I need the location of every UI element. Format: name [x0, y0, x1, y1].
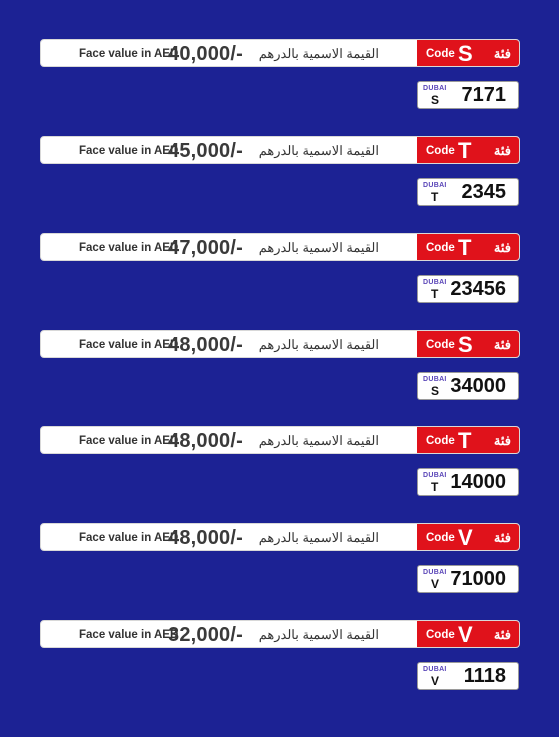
code-letter: T — [458, 428, 472, 453]
plate-listing-1 — [0, 39, 559, 119]
plate-emirate-logo: DUBAI — [423, 569, 447, 576]
plate-letter: T — [431, 480, 439, 494]
number-plate — [417, 81, 519, 109]
code-arabic-label: فئة — [493, 433, 511, 448]
price-bar — [40, 330, 520, 358]
plate-number: 71000 — [450, 568, 506, 590]
plate-letter: S — [431, 384, 440, 398]
face-value-label: Face value in AED — [79, 339, 179, 351]
code-box — [417, 427, 519, 454]
price-bar — [40, 426, 520, 454]
arabic-face-value-label: القيمة الاسمية بالدرهم — [258, 627, 379, 642]
code-label: Code — [426, 435, 455, 447]
code-box — [417, 524, 519, 551]
number-plate — [417, 372, 519, 400]
arabic-face-value-label: القيمة الاسمية بالدرهم — [258, 143, 379, 158]
plate-letter: S — [431, 93, 440, 107]
code-label: Code — [426, 629, 455, 641]
code-letter: S — [458, 332, 473, 357]
code-arabic-label: فئة — [493, 530, 511, 545]
code-arabic-label: فئة — [493, 143, 511, 158]
face-value-label: Face value in AED — [79, 145, 179, 157]
plate-emirate-logo: DUBAI — [423, 279, 447, 286]
number-plate — [417, 662, 519, 690]
plate-emirate-logo: DUBAI — [423, 376, 447, 383]
plate-emirate-logo: DUBAI — [423, 182, 447, 189]
face-value-label: Face value in AED — [79, 242, 179, 254]
amount: 45,000/- — [168, 140, 243, 162]
plate-letter: V — [431, 577, 440, 591]
code-label: Code — [426, 48, 455, 60]
amount: 32,000/- — [168, 624, 243, 646]
arabic-face-value-label: القيمة الاسمية بالدرهم — [258, 240, 379, 255]
plate-letter: T — [431, 190, 439, 204]
price-bar — [40, 39, 520, 67]
plate-letter: T — [431, 287, 439, 301]
arabic-face-value-label: القيمة الاسمية بالدرهم — [258, 46, 379, 61]
code-letter: V — [458, 622, 473, 647]
plate-emirate-logo: DUBAI — [423, 472, 447, 479]
code-arabic-label: فئة — [493, 46, 511, 61]
price-bar — [40, 233, 520, 261]
plate-emirate-logo: DUBAI — [423, 85, 447, 92]
price-bar — [40, 620, 520, 648]
code-arabic-label: فئة — [493, 337, 511, 352]
price-bar — [40, 136, 520, 164]
arabic-face-value-label: القيمة الاسمية بالدرهم — [258, 337, 379, 352]
plate-listing-5 — [0, 426, 559, 506]
code-box — [417, 137, 519, 164]
number-plate — [417, 565, 519, 593]
plate-number: 23456 — [450, 278, 506, 300]
plate-number: 14000 — [450, 471, 506, 493]
plate-letter: V — [431, 674, 440, 688]
plate-listing-4 — [0, 330, 559, 410]
plate-listing-6 — [0, 523, 559, 603]
code-label: Code — [426, 242, 455, 254]
code-label: Code — [426, 532, 455, 544]
code-box — [417, 621, 519, 648]
code-label: Code — [426, 145, 455, 157]
code-arabic-label: فئة — [493, 627, 511, 642]
plate-number: 7171 — [461, 84, 506, 106]
plate-emirate-logo: DUBAI — [423, 666, 447, 673]
amount: 48,000/- — [168, 334, 243, 356]
number-plate — [417, 468, 519, 496]
amount: 48,000/- — [168, 430, 243, 452]
code-box — [417, 331, 519, 358]
code-label: Code — [426, 339, 455, 351]
plate-listing-3 — [0, 233, 559, 313]
price-bar — [40, 523, 520, 551]
face-value-label: Face value in AED — [79, 48, 179, 60]
plate-number: 2345 — [461, 181, 506, 203]
code-box — [417, 234, 519, 261]
number-plate — [417, 178, 519, 206]
code-letter: T — [458, 235, 472, 260]
amount: 47,000/- — [168, 237, 243, 259]
arabic-face-value-label: القيمة الاسمية بالدرهم — [258, 433, 379, 448]
arabic-face-value-label: القيمة الاسمية بالدرهم — [258, 530, 379, 545]
code-arabic-label: فئة — [493, 240, 511, 255]
code-letter: T — [458, 138, 472, 163]
face-value-label: Face value in AED — [79, 532, 179, 544]
number-plate — [417, 275, 519, 303]
face-value-label: Face value in AED — [79, 435, 179, 447]
code-letter: S — [458, 41, 473, 66]
plate-number: 1118 — [463, 665, 506, 687]
code-letter: V — [458, 525, 473, 550]
amount: 40,000/- — [168, 43, 243, 65]
plate-number: 34000 — [450, 375, 506, 397]
face-value-label: Face value in AED — [79, 629, 179, 641]
plate-listing-2 — [0, 136, 559, 216]
code-box — [417, 40, 519, 67]
amount: 48,000/- — [168, 527, 243, 549]
plate-listing-7 — [0, 620, 559, 700]
